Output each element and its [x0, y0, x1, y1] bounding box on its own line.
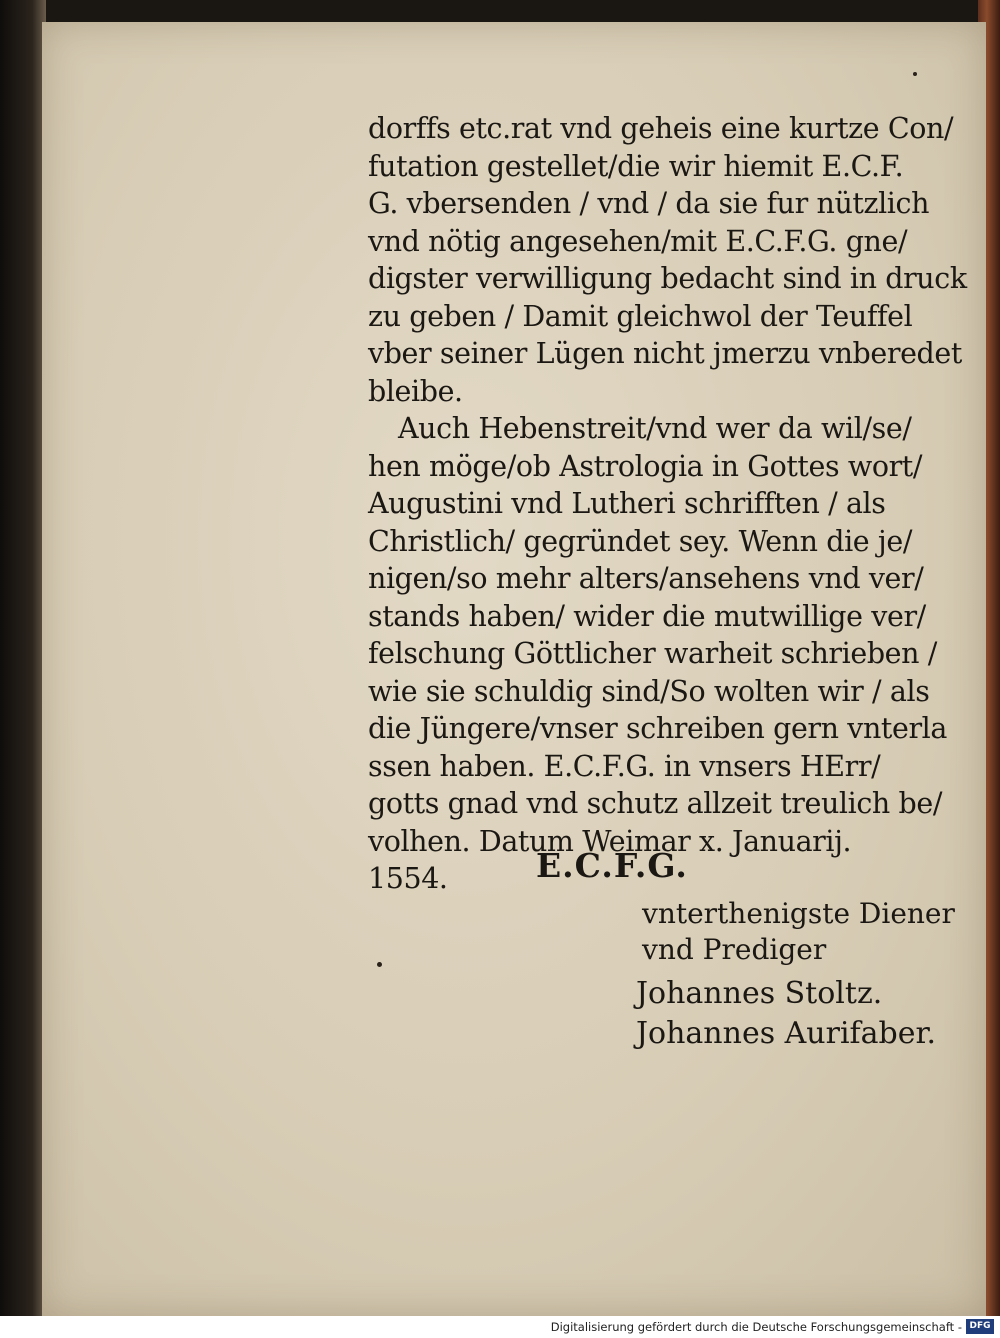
body-text — [368, 110, 967, 898]
ink-speck — [913, 72, 917, 76]
text-line: futation gestellet/die wir hiemit E.C.F. — [368, 149, 904, 183]
text-line: gotts gnad vnd schutz allzeit treulich be/ — [368, 787, 943, 820]
signatories — [636, 974, 936, 1054]
text-line: digster verwilligung bedacht sind in druck — [368, 262, 967, 295]
text-line: nigen/so mehr alters/ansehens vnd ver/ — [368, 562, 924, 595]
text-line: Auch Hebenstreit/vnd wer da wil/se/ — [398, 412, 912, 445]
text-line: felschung Göttlicher warheit schrieben / — [368, 637, 937, 670]
footer-bar — [0, 1316, 1000, 1338]
text-line: zu geben / Damit gleichwol der Teuffel — [368, 299, 913, 333]
text-line: bleibe. — [368, 374, 463, 408]
year-line: 1554. — [368, 862, 448, 895]
text-line: G. vbersenden / vnd / da sie fur nützlich — [368, 187, 930, 220]
text-line: stands haben/ wider die mutwillige ver/ — [368, 599, 926, 633]
salutation-abbreviation: E.C.F.G. — [536, 846, 688, 885]
signoff-line: vnterthenigste Diener — [642, 897, 955, 930]
signatory-name: Johannes Stoltz. — [636, 976, 883, 1011]
signoff-block — [642, 896, 955, 968]
text-line: vber seiner Lügen nicht jmerzu vnberedet — [368, 337, 962, 370]
ink-speck — [377, 962, 382, 967]
text-line: Christlich/ gegründet sey. Wenn die je/ — [368, 524, 913, 558]
text-line: vnd nötig angesehen/mit E.C.F.G. gne/ — [368, 224, 908, 258]
text-line: die Jüngere/vnser schreiben gern vnterla — [368, 712, 947, 745]
text-line: wie sie schuldig sind/So wolten wir / als — [368, 674, 930, 708]
text-line: volhen. Datum Weimar x. Januarij. — [368, 824, 852, 858]
text-line: hen möge/ob Astrologia in Gottes wort/ — [368, 449, 923, 483]
left-binding-edge — [0, 0, 46, 1316]
text-line: Augustini vnd Lutheri schrifften / als — [368, 487, 886, 520]
signoff-line: vnd Prediger — [642, 933, 827, 966]
signatory-name: Johannes Aurifaber. — [636, 1016, 937, 1051]
dfg-logo-icon: DFG — [966, 1319, 994, 1334]
text-line: dorffs etc.rat vnd geheis eine kurtze Con/ — [368, 112, 954, 145]
funding-notice: Digitalisierung gefördert durch die Deutsche Forschungsgemeinschaft - — [550, 1320, 962, 1334]
text-line: ssen haben. E.C.F.G. in vnsers HErr/ — [368, 749, 881, 783]
